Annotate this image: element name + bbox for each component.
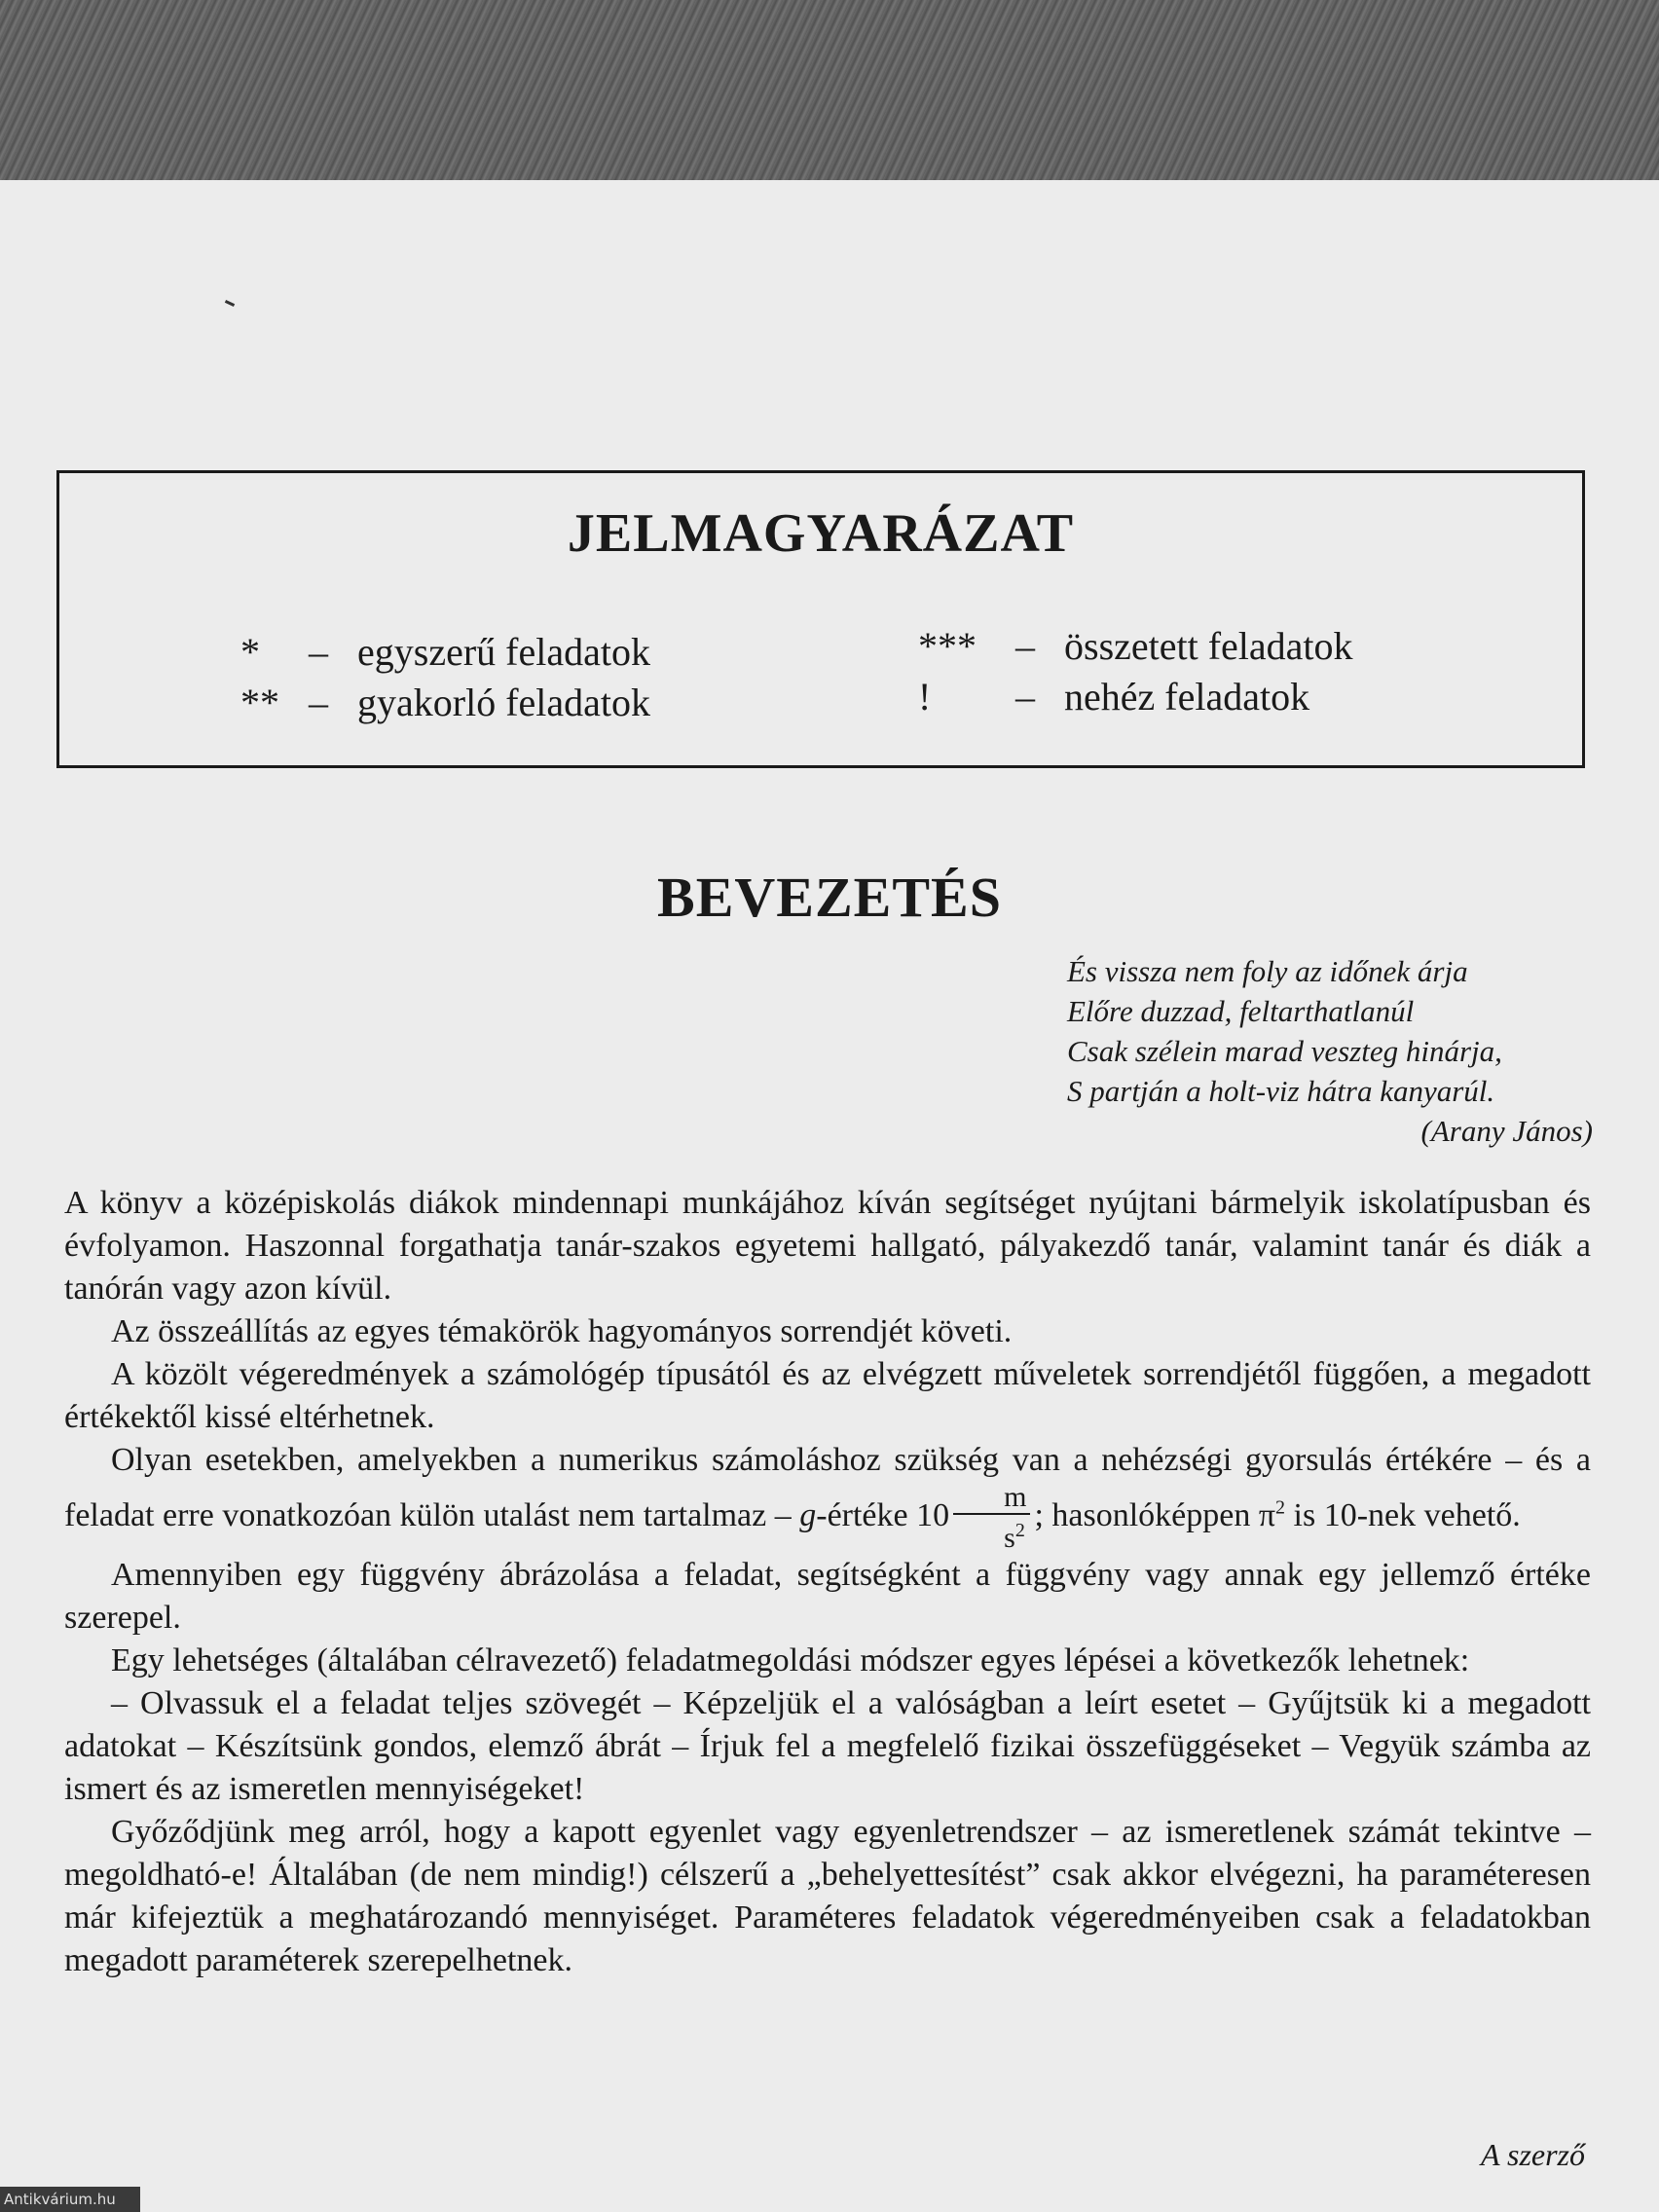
paragraph-text: Olyan esetekben, amelyekben a numerikus számoláshoz szükség van a nehézségi gyorsulás értékére – és a feladat erre vonatkozóan külön utalást nem tartalmaz – bbox=[64, 1442, 1591, 1533]
legend-label: nehéz feladatok bbox=[1064, 675, 1310, 719]
legend-label: gyakorló feladatok bbox=[357, 681, 650, 724]
paragraph: Amennyiben egy függvény ábrázolása a feladat, segítségként a függvény vagy annak egy jellemző értéke szerepel. bbox=[64, 1557, 1591, 1636]
pi-exponent: 2 bbox=[1275, 1496, 1286, 1519]
paragraph-text: ; hasonlóképpen bbox=[1034, 1496, 1251, 1533]
fraction-numerator: m bbox=[953, 1482, 1030, 1515]
legend-dash: – bbox=[1015, 675, 1035, 719]
paragraph-gravity bbox=[64, 1439, 1591, 1554]
background-surface bbox=[0, 0, 1659, 190]
paragraph-text: -értéke 10 bbox=[816, 1496, 950, 1533]
legend-symbol: ** bbox=[240, 681, 279, 724]
legend-label: összetett feladatok bbox=[1064, 624, 1353, 668]
fraction-denominator bbox=[953, 1515, 1030, 1554]
paragraph: A könyv a középiskolás diákok mindennapi munkájához kíván segítséget nyújtani bármelyik iskolatípusban és évfolyamon. Haszonnal forgathatja tanár-szakos egyetemi hallgató, pályakezdő tanár, valamint tanár és diák a tanórán vagy azon kívül. bbox=[64, 1185, 1591, 1307]
unit-fraction bbox=[953, 1482, 1030, 1554]
paragraph: A közölt végeredmények a számológép típusától és az elvégzett műveletek sorrendjétől függően, a megadott értékektől kissé eltérhetnek. bbox=[64, 1356, 1591, 1435]
legend-title: JELMAGYARÁZAT bbox=[567, 503, 1075, 564]
poem-author: (Arany János) bbox=[1420, 1114, 1593, 1148]
watermark: Antikvárium.hu bbox=[0, 2187, 140, 2212]
poem-quote bbox=[1067, 951, 1593, 1151]
paragraph: Egy lehetséges (általában célravezető) feladatmegoldási módszer egyes lépései a következők lehetnek: bbox=[111, 1642, 1470, 1678]
legend-symbol: *** bbox=[918, 624, 977, 668]
legend-symbol: * bbox=[240, 630, 260, 674]
paragraph-steps: – Olvassuk el a feladat teljes szövegét – Képzeljük el a valóságban a leírt esetet – Gyűjtsük ki a megadott adatokat – Készítsünk gondos, elemző ábrát – Írjuk fel a megfelelő fizikai összefüggéseket – Vegyük számba az ismert és az ismeretlen mennyiségeket! bbox=[64, 1685, 1591, 1807]
legend-item-hard bbox=[918, 674, 1309, 719]
denominator-base: s bbox=[1004, 1522, 1015, 1554]
paragraph: Győződjünk meg arról, hogy a kapott egyenlet vagy egyenletrendszer – az ismeretlenek számát tekintve – megoldható-e! Általában (de nem mindig!) célszerű a „behelyettesítést” csak akkor elvégezni, ha paraméteresen már kifejeztük a meghatározandó mennyiséget. Paraméteres feladatok végeredményeiben csak a feladatokban megadott paraméterek szerepelhetnek. bbox=[64, 1814, 1591, 1978]
legend-dash: – bbox=[309, 681, 328, 724]
poem-line: És vissza nem foly az időnek árja bbox=[1067, 954, 1468, 988]
paragraph: Az összeállítás az egyes témakörök hagyományos sorrendjét követi. bbox=[111, 1313, 1013, 1349]
symbol-g: g bbox=[799, 1496, 817, 1533]
legend-item-complex bbox=[918, 623, 1353, 669]
poem-line: S partján a holt-viz hátra kanyarúl. bbox=[1067, 1074, 1495, 1108]
poem-line: Előre duzzad, feltarthatlanúl bbox=[1067, 994, 1415, 1028]
legend-item-practice bbox=[240, 680, 650, 725]
legend-item-simple bbox=[240, 629, 650, 675]
body-text bbox=[64, 1182, 1591, 1982]
legend-dash: – bbox=[309, 630, 328, 674]
denominator-exponent: 2 bbox=[1014, 1520, 1025, 1541]
legend-box bbox=[56, 470, 1585, 768]
legend-label: egyszerű feladatok bbox=[357, 630, 650, 674]
legend-dash: – bbox=[1015, 624, 1035, 668]
section-title: BEVEZETÉS bbox=[657, 866, 1002, 929]
legend-symbol: ! bbox=[918, 675, 932, 719]
symbol-pi: π bbox=[1258, 1496, 1276, 1533]
author-signature: A szerző bbox=[1481, 2137, 1585, 2172]
paragraph-text: is 10-nek vehető. bbox=[1293, 1496, 1521, 1533]
poem-line: Csak szélein marad veszteg hinárja, bbox=[1067, 1034, 1502, 1068]
